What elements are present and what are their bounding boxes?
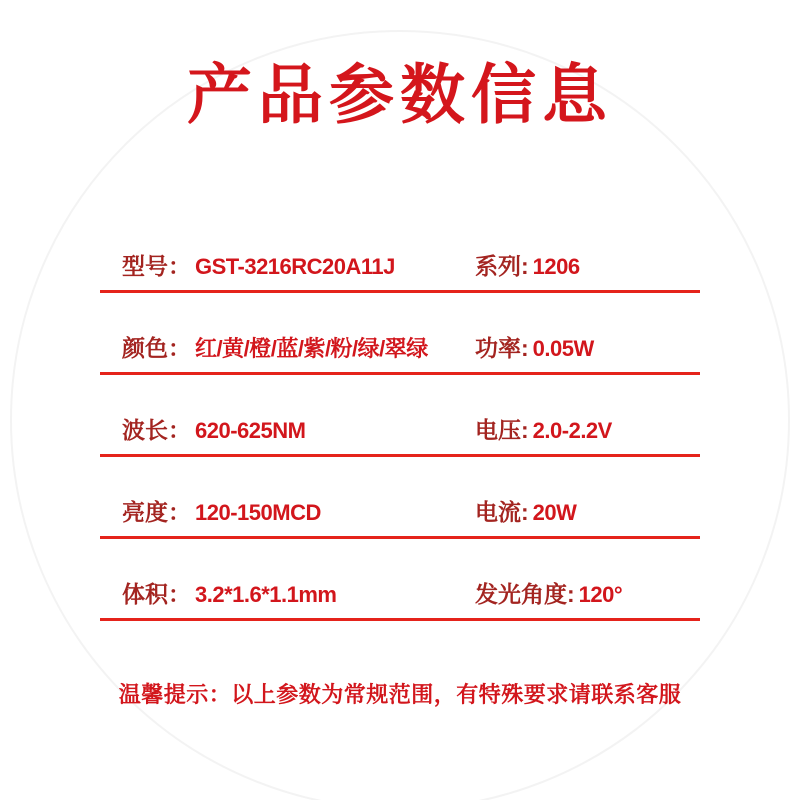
param-value: 120°	[578, 582, 623, 607]
param-cell-angle	[475, 576, 700, 609]
param-label: 型号：	[122, 253, 191, 279]
param-value: 0.05W	[532, 336, 594, 361]
param-cell-power	[475, 330, 700, 363]
param-cell-current	[475, 494, 700, 527]
notice-text: 温馨提示：以上参数为常规范围，有特殊要求请联系客服	[118, 682, 682, 707]
param-row	[100, 539, 700, 621]
param-value: 120-150MCD	[195, 500, 321, 525]
param-label: 波长：	[122, 417, 191, 443]
param-label: 电压:	[475, 417, 529, 443]
param-value: 3.2*1.6*1.1mm	[195, 582, 337, 607]
param-cell-series	[475, 248, 700, 281]
param-cell-color	[100, 330, 475, 363]
param-row	[100, 293, 700, 375]
param-value: 红/黄/橙/蓝/紫/粉/绿/翠绿	[195, 336, 428, 361]
param-label: 亮度：	[122, 499, 191, 525]
param-cell-voltage	[475, 412, 700, 445]
param-cell-brightness	[100, 494, 475, 527]
param-label: 功率:	[475, 335, 529, 361]
param-label: 体积：	[122, 581, 191, 607]
param-label: 发光角度:	[475, 581, 575, 607]
param-cell-model	[100, 248, 475, 281]
param-row	[100, 457, 700, 539]
param-value: 20W	[532, 500, 577, 525]
param-value: 2.0-2.2V	[532, 418, 612, 443]
param-cell-size	[100, 576, 475, 609]
param-cell-wavelength	[100, 412, 475, 445]
parameters-table	[100, 211, 700, 621]
param-label: 电流:	[475, 499, 529, 525]
param-label: 颜色：	[122, 335, 191, 361]
param-row	[100, 375, 700, 457]
param-row	[100, 211, 700, 293]
param-value: 1206	[532, 254, 580, 279]
page-title: 产品参数信息	[186, 58, 613, 131]
param-label: 系列:	[475, 253, 529, 279]
param-value: GST-3216RC20A11J	[195, 254, 395, 279]
param-value: 620-625NM	[195, 418, 306, 443]
